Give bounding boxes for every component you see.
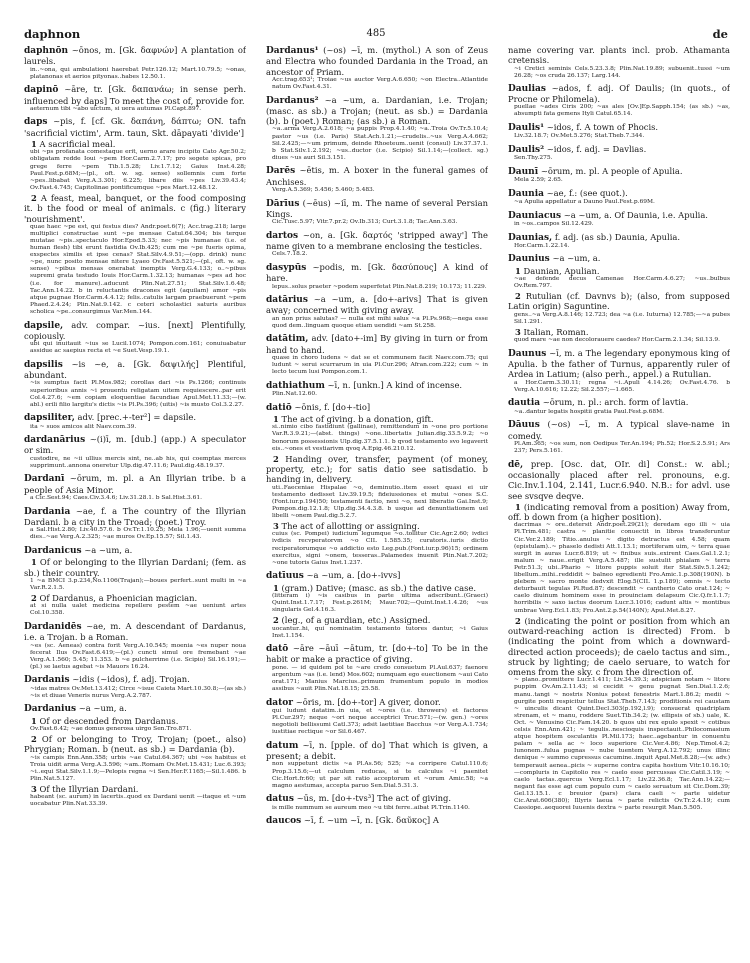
sense-number: 1	[273, 582, 279, 593]
entry-sense	[24, 193, 246, 224]
entry-citations: ~idas matres Ov.Met.13.412; Circe ~isue Caieta Mart.10.30.8;—(as sb.) ~is et diuae Veneris nurus Verg.A.2.787.	[30, 685, 246, 699]
entry-headword: Daunias,	[508, 232, 553, 243]
entry-citations: an non prius salutas? — nulla est mihi salus ~a Pl.Ps.968;—nega esse quod dem..linguam quoque etiam uendidi ~am St.258.	[272, 315, 488, 329]
entry-headword: Dardanis	[24, 675, 70, 686]
entry-sense	[266, 583, 488, 593]
entry-sense	[266, 615, 488, 625]
entry-definition-line	[24, 116, 246, 138]
entry-sense	[508, 291, 730, 312]
dictionary-entry	[24, 674, 246, 699]
entry-definition: ~ī, n. [pple. of do] That which is given, a present; a debit.	[266, 739, 488, 762]
entry-headword: Dauniacus	[508, 210, 562, 221]
dictionary-entry	[266, 740, 488, 790]
entry-headword: Dardanidēs	[24, 621, 82, 632]
entry-definition-line	[266, 570, 488, 581]
entry-definition-line	[508, 232, 730, 243]
entry-definition-line	[266, 262, 488, 284]
sense-citations: ubi ~ps profanata comestaque erit, uerno arare incipito Cato Agr.50.2; obligatam redde Ioui ~pem Hor.Carm.2.7.17; pro segete spicas, pro grege ferre ~pem Tib.1.5.28; Liv.1.7.12; Gaius Inst.4.28; Paul.Fest.p.68M;—(pl., oft. w. sg. sense) sollemnis cum forte ~pes..libabat Verg.A.3.301; 6.225; libare diis ~pes Liv.39.43.4; Ov.Fast.4.745; Capitolinae pontificumque ~pes Mart.12.48.12.	[30, 149, 246, 191]
sense-citations: uocantur..hi, qui nominatim testamento tutores dantur, ~i Gaius Inst.1.154.	[272, 625, 488, 639]
sense-citations: at si nulla ualet medicina repellere pestem ~ae ueniunt artes Col.10.358.	[30, 603, 246, 617]
sense-text: Italian, Roman.	[523, 326, 589, 337]
dictionary-entry	[508, 122, 730, 140]
dictionary-entry	[24, 506, 246, 542]
entry-definition: ~ōris, m. [do+-tor] A giver, donor.	[295, 696, 441, 707]
entry-citations: Cic.Tusc.5.97; Vitr.7.pr.2; Ov.Ib.313; Curt.3.1.8; Tac.Ann.3.63.	[272, 219, 458, 226]
dictionary-entry	[266, 294, 488, 330]
entry-headword: datō	[266, 644, 289, 655]
entry-citations: Verg.A.5.369; 5.456; 5.460; 5.483.	[272, 187, 375, 194]
entry-definition: ~a ~um, a. [do+-ivvs]	[306, 570, 401, 581]
sense-text: Rutulian (cf. Davnvs b); (also, from supposed Latin origin) Saguntine.	[508, 291, 730, 312]
sense-text: The act of giving. b a donation, gift.	[281, 414, 434, 425]
sense-number: 1	[31, 557, 37, 568]
entry-definition: (~ēus) ~iī, m. The name of several Persian Kings.	[266, 197, 488, 219]
dictionary-entry	[24, 473, 246, 502]
entry-sense	[266, 454, 488, 485]
dictionary-entry	[266, 165, 488, 194]
entry-sense	[508, 616, 730, 678]
sense-citations: habeant (sc. aurum) in lacertis..quod ex Dardani uenit —itaque et ~um uocabatur Plin.Nat.33.39.	[30, 794, 246, 808]
dictionary-entry	[266, 697, 488, 737]
entry-definition: ~idos, f. adj. = Davlias.	[546, 143, 647, 154]
entry-definition-line	[24, 412, 246, 423]
sense-number: 3	[515, 326, 521, 337]
sense-text: Daunian, Apulian.	[523, 265, 600, 276]
dictionary-entry	[24, 320, 246, 356]
entry-definition: name covering var. plants incl. prob. Athamanta cretensis.	[508, 45, 730, 66]
entry-definition: ~ae, f. a The country of the Illyrian Dardani. b a city in the Troad; (poet.) Troy.	[24, 505, 246, 527]
entry-headword: Daulis¹	[508, 123, 545, 134]
sense-number: 2	[31, 192, 37, 203]
dictionary-entry	[508, 348, 730, 394]
entry-sense	[508, 327, 730, 337]
dictionary-entry	[266, 380, 488, 398]
sense-text: Of or belonging to the Illyrian Dardani; (fem. as sb.) their country.	[24, 557, 246, 578]
entry-citations: quase in choro ludens ~ dat se et communem facit Naev.com.75; qui ludunt ~ serui scurrarum in uia Pl.Cur.296; Afran.com.222; cum ~ in lecto tecum lusi Pompon.com.1.	[272, 355, 488, 376]
entry-definition: ~is ~e, a. [Gk. δαψιλής] Plentiful, abundant.	[24, 358, 246, 381]
sense-text: (gram.) Dative; (masc. as sb.) the dative case.	[281, 582, 477, 593]
dictionary-entry	[266, 95, 488, 162]
entry-definition: f. adj. (as sb.) Daunia, Apulia.	[554, 231, 681, 242]
entry-headword: datīuus	[266, 571, 304, 582]
sense-citations: 1 ~a BMCI 3.p.234,No.1106(Trajan);—boues perfert..sunt multi in ~a Var.R.2.1.5.	[30, 577, 246, 591]
entry-headword: dapsile,	[24, 320, 64, 331]
sense-text: (indicating the point or position from which an outward-reaching action is directed) From. b (indicating the point from which a downward-directed action proceeds); de caelo tactus and sim., struck by lighting; de caelo seruare, to watch for omens from the sky. c from the direction of.	[508, 615, 730, 678]
dictionary-entry	[266, 198, 488, 227]
entry-citations: ~i Cretici seminis Cels.5.23.3.8; Plin.Nat.19.89; subuenit..tussi ~um 26.28; ~os cruda 26.137; Larg.144.	[514, 65, 730, 79]
dictionary-columns	[24, 45, 730, 950]
entry-definition-line	[508, 397, 730, 408]
left-guide-word: daphnon	[24, 27, 81, 41]
entry-citations: ~a..arma Verg.A.2.618; ~a puppis Prop.4.1.40; ~a..Troia Ov.Tr.5.10.4; pastor ~us (i.e. Paris) Stat.Ach.1.21;—crudelis..~us Verg.A.4.662; Sil.2.425;—~um primum, deinde Rhoeteum..uenit (consul) Liv.37.37.1. b Stat.Silv.1.2.192; ~us..ductor (i.e. Scipio) Sil.1.14;—(collect. sg.) diues ~us auri Sil.3.151.	[272, 126, 488, 161]
entry-headword: dator	[266, 697, 294, 708]
entry-headword: dautia	[508, 398, 541, 409]
entry-citations: is mille nummum se aureum meo ~u tibi ferre..aibat Pl.Trin.1140.	[272, 804, 470, 811]
sense-text: The act of allotting or assigning.	[281, 521, 420, 532]
entry-definition-line	[508, 348, 730, 380]
dictionary-entry	[266, 230, 488, 259]
dictionary-entry	[266, 570, 488, 639]
entry-definition: ~ūs, m. [do+-tvs³] The act of giving.	[296, 793, 452, 804]
entry-headword: daphnōn	[24, 46, 69, 56]
entry-headword: dathiathum	[266, 380, 325, 391]
sense-text: Of Dardanus, a Phoenician magician.	[39, 593, 198, 603]
sense-citations: Ov.Fast.6.42; ~ae domus generosa uirgo Sen.Tro.871.	[30, 726, 192, 733]
entry-definition-line	[24, 703, 246, 714]
entry-headword: Dardanus²	[266, 95, 319, 106]
running-header	[24, 27, 728, 43]
entry-definition: ~āre ~āuī ~ātum, tr. [do+-to] To be in the habit or make a practice of giving.	[266, 643, 488, 665]
sense-citations: ~is campis Enn.Ann.358; urbis ~ae Catul.64.367; ubi ~os habitus et Troia uidit arma Verg.A.3.596; ~am..Romam Ov.Met.15.431; Luc.6.393; ~i..equi Stat.Silv.1.1.9;—Pelopis regna ~i Sen.Her.F.1165;—Sil.1.486. b Plin.Nat.5.127.	[30, 754, 246, 782]
sense-number: 2	[31, 593, 37, 603]
entry-definition: ~on, a. [Gk. δαρτός 'stripped away'] The name given to a membrane enclosing the testicles.	[266, 229, 488, 252]
entry-definition-line	[266, 198, 488, 220]
entry-citations: custodire, ne ~ii ullius mercis sint, ne..ab his, qui coemptas merces supprimunt..annona oneretur Ulp.dig.47.11.6; Paul.dig.48.19.37.	[30, 455, 246, 469]
dictionary-entry	[24, 116, 246, 316]
entry-citations: Acc.trag.653¹; Troiae ~us auctor Verg.A.6.650; ~on Electra..Atlantide natum Ov.Fast.4.31.	[272, 76, 488, 90]
entry-headword: daps	[24, 117, 48, 128]
sense-text: Of or belonging to Troy, Trojan; (poet., also) Phrygian; Roman. b (neut. as sb.) = Dardania (b).	[24, 734, 246, 755]
sense-number: 1	[273, 414, 279, 425]
sense-citations: si..nimio cibo fastidiunt (gallinae), remittendum in ~one pro portione Var.R.3.9.21;—(abst. things) ~one..libertatis Julian.dig.33.5.9.2; ~o bonorum possessionis Ulp.dig.37.5.1.1. b qvod testamento svo legaverit eis..~ones et vestiarivm qvoq A.Epig.46.210.12.	[272, 424, 488, 452]
entry-citations: in..~ona, qui ambulationi haerebat Petr.126.12; Mart.10.79.5; ~onas, platanonas et aerios pityonas..habes 12.50.1.	[30, 66, 246, 80]
dictionary-entry	[508, 232, 730, 250]
entry-headword: dardanārius	[24, 435, 86, 446]
entry-definition: ~a ~um, a. Of Daunia, i.e. Apulia.	[563, 209, 708, 220]
entry-citations: in ~os..campos Sil.12.429.	[514, 220, 594, 227]
entry-citations: pone. — id quidem pol te ~are credo consuetum Pl.Aul.637; faenore argentum ~as (i.e. lend) Mos.602; numquam ego euectionem ~aui Cato orat.171; Manius Marcius..primum frumentum populo in modios assibus ~auit Plin.Nat.18.15; 25.58.	[272, 664, 488, 693]
sense-text: (indicating removal from a position) Away from, off. b down from (a higher position).	[508, 501, 730, 523]
entry-citations: ~a Apulia appellatur a Dauno Paul.Fest.p.69M.	[514, 199, 655, 206]
entry-definition: ~ados, f. adj. Of Daulis; (in quots., of Procne or Philomela).	[508, 82, 730, 105]
entry-definition: ~a ~um, a. Dardanian, i.e. Trojan; (masc. as sb.) a Trojan; (neut. as sb.) = Dardania (b). b (poet.) Roman; (as sb.) a Roman.	[266, 94, 488, 127]
entry-headword: Darēs	[266, 166, 296, 177]
entry-definition-line	[266, 165, 488, 187]
entry-definition-line	[266, 697, 488, 708]
sense-number: 1	[31, 139, 37, 150]
entry-headword: Dardanicus	[24, 545, 82, 556]
entry-headword: datiō	[266, 402, 292, 413]
entry-definition: ~(i)ī, m. [dub.] (app.) A speculator or sim.	[24, 434, 246, 456]
entry-headword: dasypūs	[266, 263, 307, 273]
entry-definition: ~ae, f.: (see quot.).	[546, 187, 628, 198]
entry-sense	[508, 266, 730, 276]
entry-definition: ~a ~um, a.	[78, 703, 127, 714]
sense-number: 2	[515, 615, 521, 626]
dictionary-entry	[266, 643, 488, 693]
sense-text: Handing over, transfer, payment (of money, property, etc.); for satis datio see satisdatio. b handing in, delivery.	[266, 453, 488, 485]
entry-headword: dē,	[508, 459, 524, 470]
entry-definition-line	[508, 459, 730, 501]
entry-definition: adv. [prec.+-ter²] = dapsile.	[77, 412, 197, 423]
entry-definition: ~ōrum, m. pl. A people of Apulia.	[540, 165, 683, 176]
dictionary-entry	[508, 188, 730, 206]
entry-headword: Dardanius	[24, 704, 77, 715]
dictionary-entry	[508, 397, 730, 415]
entry-headword: Dārīus	[266, 198, 300, 209]
entry-sense	[508, 502, 730, 523]
entry-definition: ~a ~um, a.	[84, 544, 133, 555]
entry-definition-line	[24, 434, 246, 456]
entry-citations: puellae ~ades Ciris 200; ~as ales [Ov.]Ep.Sapph.154; (as sb.) ~as, absumpti fata gemens Ityli Catul.65.14.	[514, 104, 730, 118]
entry-sense	[24, 716, 246, 726]
entry-headword: Dardanī	[24, 474, 65, 485]
entry-citations: Cels.7.18.2.	[272, 251, 308, 258]
dictionary-entry	[508, 253, 730, 344]
entry-definition: ~podis, m. [Gk. δασύπους] A kind of hare.	[266, 262, 488, 284]
entry-citations: a Sal.Hist.2.80; Liv.40.57.6. b Ov.Tr.1.10.25; Mela 1.96;—uenit summa dies..~ae Verg.A.2.325; ~ae muros Ov.Ep.15.57; Sil.1.43.	[30, 527, 246, 541]
entry-citations: ~es (sc. Aeneas) contra forit Verg.A.10.545; moenia ~es nuper noua fecerat Ilus Ov.Fast.6.419;—(pl.) cuncti simul ore fremebant ~ae Verg.A.1.560; 5.45; 11.353. b ~e pulcherrime (i.e. Scipio) Sil.16.191;—(pl.) se laetus agebat ~is Mauors 16.24.	[30, 642, 246, 670]
entry-definition: ~ae, m. A descendant of Dardanus, i.e. a Trojan. b a Roman.	[24, 620, 246, 643]
entry-sense	[266, 521, 488, 531]
entry-headword: datātim,	[266, 334, 309, 345]
sense-number: 2	[31, 734, 37, 745]
sense-citations: dacrimas ~ ore..detersit Andr.poet.29(21); deredam ego illi ~ uia Pl.Trim.481; castra ~ planitie conuectit in libros transferuntur Cic.Ver.2.189; Titio..anulus ~ digito detractus est 4.58; quam (epistulam)..~ phaselo dedisti Att.1.13.1; mortiferam uim, ~ terra quae surgit in auras Lucr.6.819; ut ~ finibus suis..exirent Caes.Gal.1.2.1; malum ~ naue..erigit Verg.A.5.487; ille sustulit phialam ~ terra Petr.51.3; ubi..Phario ~ litore puppis soluit iter Stat.Silv.5.1.242; libellum..mihi..reddidit ~ balneo egredienti Fro.Amic.1.p.308(190N). b plebem ~ sacro monte dedvxit Elog.5(CIL 1.p.189); omnis ~ tecto deturbauit tegulas Pl.Rud.87; descendit ~ cantherio Cato orat.124; ~ caelo diuinum hominem esse in prouinciam delapsum Cic.Q.fr.1.1.7; horribilis ~ saxo iactus deorum Lucr.3.1016; cadunt altis ~ montibus umbrae Verg.Ecl.1.83; Fro.Ant.2.p.54(140N); Apul.Met.8.27.	[514, 522, 730, 614]
entry-definition: ~ōnis, f. [do+-tio]	[294, 401, 371, 412]
dictionary-entry	[508, 83, 730, 119]
entry-definition: ~pis, f. [cf. Gk. δαπάνη, δάπτω; ON. tafn 'sacrificial victim', Arm. taun, Skt. dāpayati 'divide']	[24, 116, 246, 138]
dictionary-entry	[24, 621, 246, 671]
entry-headword: Daulis²	[508, 144, 545, 155]
dictionary-entry	[508, 210, 730, 228]
dictionary-entry	[508, 166, 730, 184]
entry-definition: (~os) ~ī, m. A typical slave-name in comedy.	[508, 419, 730, 441]
entry-definition-line	[266, 793, 488, 804]
entry-headword: dapinō	[24, 85, 59, 96]
dictionary-entry	[266, 815, 488, 826]
entry-definition-line	[24, 45, 246, 67]
entry-definition-line	[266, 380, 488, 391]
sense-text: Of the Illyrian Dardani.	[39, 784, 139, 795]
entry-definition: ~idis (~idos), f. adj. Trojan.	[72, 674, 190, 685]
entry-headword: Dardanus¹	[266, 46, 319, 56]
entry-sense	[24, 734, 246, 755]
sense-citations: ~ plano..promittere Lucr.1.411; Liv.34.39.3; adspiciam notam ~ litore puppim Ov.Am.2.11.43; si cecidit ~ genu pugnat Sen.Dial.1.2.6; manu..tangi ~ nostris Nonius potest fenestris Mart.1.86.2; medii ~ gurgite ponti respicitur tellus Stat.Theb.7.143; proditionis rei caustam ~ uinculis dicant Quint.Decl.303(p.192,l.9); consuerat quadriplam strenam, et ~ manu, roddere Suet.Tib.34.2; (w. ellipsis of sb.) uale, K. Oct. ~ Venusino Cic.Fam.14.20. b quos ubi rex epulo spexit ~ cotibus celsis Enn.Ann.421; ~ tegulis..nescioquis inspectauit..Philocomasium atque hospitem osculantis Pl.Mil.173; haec..agebantur in conuentu palam ~ sella ac ~ loco superiore Cic.Ver.4.86; Nep.Timol.4.2; Iunonem..fulua pugnas ~ nube tuentem Verg.A.12.792; unus illinc denique ~ summo cupressus cacumine..inquit Apul.Met.8.28;—(w. adv.) temperauit aenea..picis ~ superne contra capita hostium Vitr.10.16.10;—compluris in Capitolio res ~ caelo esse percussas Cic.Catil.3.19; ~ caelo tactas..quercus Verg.Ecl.1.17; Liv.22.36.8; Tac.Ann.14.22;—negant fas esse agi cum populo cum ~ caelo seruatum sit Cic.Dom.39; Gel.13.15.1. c breuior (pars) clara caeli ~ parte uidetur Cic.Arat.606(380); Illyris laeua ~ parte relictis Ov.Tr.2.4.19; cum Cassiope..aequorei Iuuenis dextra ~ parte resurgit Man.5.505.	[514, 677, 730, 812]
dictionary-entry	[508, 419, 730, 455]
dictionary-entry	[24, 412, 246, 430]
entry-citations: ita ~ suos amicos alit Naev.com.39.	[30, 423, 137, 430]
entry-headword: dapsiliter,	[24, 413, 75, 424]
entry-headword: Daulias	[508, 83, 546, 94]
sense-citations: gens..~a Verg.A.8.146; 12.723; dea ~a (i.e. Iuturna) 12.785;—~a pubes Sil.1.291.	[514, 311, 730, 325]
entry-citations: Sen.Thy.275.	[514, 155, 553, 162]
entry-definition-line	[266, 230, 488, 252]
column-left	[24, 45, 246, 950]
entry-sense	[24, 557, 246, 578]
entry-citations: lepus..solus praeter ~podem superfetat Plin.Nat.8.219; 10.173; 11.229.	[272, 283, 487, 290]
entry-citations: Pl.Am.365; ~os sum, non Oedipus Ter.An.194; Ph.52; Hor.S.2.5.91; Ars 237; Pers.5.161.	[514, 440, 730, 455]
entry-definition-line	[508, 188, 730, 199]
entry-definition-line	[508, 83, 730, 105]
column-right	[508, 45, 730, 950]
dictionary-entry	[266, 45, 488, 91]
entry-definition: ~a ~um, a.	[552, 253, 601, 264]
entry-definition: ~ī, m. a The legendary eponymous king of Apulia. b the father of Turnus, apparently ruler of Ardea in Latium; (also perh., appel.) a Rutulian.	[508, 347, 730, 380]
entry-definition-line	[24, 473, 246, 495]
entry-citations: aeternum tibi ~abo uictum, si uera autumas Pl.Capt.897.	[30, 105, 202, 112]
entry-definition-line	[266, 45, 488, 77]
entry-definition-line	[508, 253, 730, 264]
sense-text: (leg., of a guardian, etc.) Assigned.	[281, 615, 431, 626]
entry-headword: dapsilis	[24, 359, 63, 370]
entry-definition-line	[266, 740, 488, 762]
entry-headword: Daunius	[508, 254, 550, 265]
entry-definition: ~a ~um, a. [do+-arivs] That is given away; concerned with giving away.	[266, 294, 488, 316]
entry-sense	[266, 414, 488, 424]
entry-sense	[24, 784, 246, 794]
sense-citations: ~ae defende decus Camenae Hor.Carm.4.6.27; ~us..bulbus Ov.Rem.797.	[514, 276, 730, 290]
entry-definition-line	[24, 621, 246, 643]
dictionary-entry	[24, 545, 246, 618]
page-number: 485	[366, 28, 386, 39]
right-guide-word: de	[712, 27, 728, 41]
entry-citations: ~is sumptus facit Pl.Mos.982; corollas dari ~is Ps.1266; continuis superioribus annis ~i prouentu religatam uitem requiescere..par erit Col.4.27.6; ~em copiam eloquentiae facundiae Apul.Met.11.33;—(w. abl.) erili filio largitu's dictis ~is Pl.Ps.396; (uitis) ~is musto Col.3.2.27.	[30, 380, 246, 408]
dictionary-entry	[266, 333, 488, 376]
sense-number: 1	[515, 265, 521, 276]
entry-definition-line	[508, 144, 730, 155]
entry-definition-line	[266, 815, 488, 826]
entry-headword: datārius	[266, 295, 308, 306]
entry-definition: ~ī, n. [unkn.] A kind of incense.	[327, 379, 463, 390]
dictionary-entry	[508, 144, 730, 162]
dictionary-entry	[266, 793, 488, 811]
entry-definition: adv. compar. ~ius. [next] Plentifully, copiously.	[24, 319, 246, 341]
sense-number: 2	[273, 615, 279, 626]
entry-definition-line	[24, 545, 246, 556]
entry-definition-line	[24, 506, 246, 528]
entry-definition-line	[266, 333, 488, 355]
dictionary-entry	[266, 262, 488, 291]
entry-headword: datus	[266, 794, 294, 805]
entry-definition: (~os) ~ī, m. (mythol.) A son of Zeus and Electra who founded Dardania in the Troad, an ancestor of Priam.	[266, 45, 488, 77]
entry-continuation	[508, 45, 730, 80]
entry-definition-line	[266, 402, 488, 413]
sense-number: 1	[31, 715, 37, 726]
entry-definition: ~ōrum, n. pl.: arch. form of lavtia.	[542, 397, 689, 408]
entry-headword: Daunia	[508, 188, 544, 199]
dictionary-entry	[24, 359, 246, 409]
dictionary-entry	[24, 703, 246, 808]
entry-headword: Dardania	[24, 506, 71, 517]
entry-definition-line	[508, 210, 730, 221]
entry-definition-line	[508, 419, 730, 441]
entry-citations: ~a..dantur legatis hospitii gratia Paul.Fest.p.68M.	[514, 408, 664, 415]
sense-number: 2	[515, 291, 521, 302]
sense-citations: uti..Faeceniae Hispalae ~o, deminutio..item esset quasi ei uir testamento dedisset Liv.39.19.5; fideiussiones et mutui ~ones S.C.(Font.iur.p.194)50; testamenti factio, nexi ~o, nexi liberatio Gai.Inst.9; Pompon.dig.12.1.8; Ulp.dig.34.4.3.8. b usque ad denuntiationem uel libelli ~onem Paul.dig.5.2.7.	[272, 484, 488, 519]
entry-definition: ~ōrum, m. pl. a An Illyrian tribe. b a people of Asia Minor.	[24, 473, 246, 495]
entry-definition-line	[266, 95, 488, 127]
entry-headword: Daunus	[508, 348, 547, 359]
entry-definition-line	[24, 320, 246, 342]
entry-definition-line	[508, 122, 730, 133]
sense-text: A sacrificial meal.	[39, 139, 116, 150]
entry-headword: Daunī	[508, 166, 539, 177]
entry-definition-line	[266, 294, 488, 316]
sense-number: 1	[515, 501, 521, 512]
entry-citations: Plin.Nat.12.60.	[272, 391, 318, 398]
entry-definition-line	[266, 643, 488, 665]
entry-definition-line	[24, 359, 246, 381]
entry-definition-line	[508, 166, 730, 177]
entry-citations: ubi qui inuitauit ~ius se Lucil.1074; Pompon.com.161; conuiuabatur assidue ac saepius recta et ~e Suet.Vesp.19.1.	[30, 341, 246, 355]
entry-definition: ~ī, f. ~um ~ī, n. [Gk. δαῦκος] A	[303, 815, 439, 826]
entry-citations: Liv.32.18.7; Ov.Met.5.276; Stat.Theb.7.344.	[514, 133, 645, 140]
entry-definition: ~ētis, m. A boxer in the funeral games of Anchises.	[266, 165, 488, 187]
entry-definition: ~ōnos, m. [Gk. δαφνών] A plantation of laurels.	[24, 45, 246, 67]
sense-number: 3	[273, 521, 279, 532]
sense-citations: quae haec ~pe est, qui festus dies? Andr.poet.6(7); Acc.trag.218; large multiplici constructae sunt ~pe mensae Catul.64.304; bis terque mutatae ~pis..spectaculo Hor.Epod.5.33; nec ~pis humanae (i.e. of human flesh) tibi erunt fastidia Ov.Ib.425; cum me ~pe fueris opima, exspectes similis et ipse cenas? Stat.Silv.4.9.51;—(opp. drink) nunc ~pe, nunc posito mensae nitere Lyaeo Ov.Fast.5.521;—(pl., oft. w. sg. sense) ~pibus mensas onerabat inemptis Verg.G.4.133; o..~pibus supremi grata testudo Iouis Hor.Carm.1.32.13; humanas ~pes ad hoc (i.e. for manure)..aducunt Plin.Nat.27.51; Stat.Silv.1.6.48; Tac.Ann.14.22. b in reluctantis dracones egit (aquilam) amor ~pis atque pugnae Hor.Carm.4.4.12; felis..catulis largam praebuerunt ~pem Phaed.2.4.24; Plin.Nat.9.142. c ceteri scholastici saturis auribus scholica ~pe..consurgimus Var.Men.144.	[30, 223, 246, 315]
entry-headword: datum	[266, 740, 299, 751]
dictionary-entry	[508, 459, 730, 813]
entry-citations: Mela 2.59; 2.65.	[514, 177, 563, 184]
entry-definition: ~idos, f. A town of Phocis.	[546, 122, 659, 133]
dictionary-entry	[24, 45, 246, 81]
entry-definition-line	[24, 674, 246, 685]
entry-sense	[24, 139, 246, 149]
sense-number: 3	[31, 784, 37, 795]
entry-citations: Hor.Carm.1.22.14.	[514, 242, 570, 249]
entry-headword: Dāuus	[508, 420, 540, 431]
entry-definition-line	[24, 84, 246, 106]
entry-citations: qui ludunt datatim..in uia, et ~ores (i.e. throwers) et factores Pl.Cur.297; neque ~ori neque acceptrici Truc.571;—(w. gen.) ~ores negotioli bellissumi Catl.373; adsit laetitiae Bacchus ~or Verg.A.1.734; iustitiae rectique ~or Sil.6.467.	[272, 707, 488, 736]
entry-citations: a Hor.Carm.3.30.11; regna ~i..Apuli 4.14.26; Ov.Fast.4.76. b Verg.A.10.616; 12.22; Sil.2.557;—1.665.	[514, 379, 730, 393]
dictionary-entry	[24, 84, 246, 113]
entry-citations: non suppetunt dictis ~a Pl.As.56; 525; ~a corripere Catul.110.6; Prop.3.15.6;—ut calculum reducas, si te calculus ~i paenitet Cic.Hort.fr.60; ut par sit ratio acceptorum et ~orum Amic.58; ~a magno aestumas, accepta paruo Sen.Dial.5.31.3.	[272, 761, 488, 789]
dictionary-entry	[24, 434, 246, 470]
sense-citations: cuius (sc. Pompei) iudicium legumque ~o..tollitur Cic.Agr.2.60; ivdici ivdicis recvperatorvm ~o CIL 1.585.35; curatoris..iuris dictio reciperatorumque ~o addictio esto Leg.pub.(Font.iur.p.96)15; ordinem exercitus, signi ~onem, tesseras..Palamedes inuenit Plin.Nat.7.202; ~one tutoris Gaius Inst.1.237.	[272, 531, 488, 566]
sense-citations: quod mare ~ae non decolorauere caedes? Hor.Carm.2.1.34; Sil.13.9.	[514, 337, 721, 344]
entry-headword: dartos	[266, 230, 299, 241]
entry-citations: a Cic.Sest.94; Caes.Civ.3.4.6; Liv.31.28.1. b Sal.Hist.3.61.	[30, 495, 202, 502]
dictionary-entry	[266, 402, 488, 567]
entry-headword: daucos	[266, 816, 302, 827]
sense-number: 2	[273, 453, 279, 464]
column-middle	[266, 45, 488, 950]
entry-sense	[24, 593, 246, 603]
sense-text: Of or descended from Dardanus.	[39, 715, 179, 726]
entry-definition: ~āre, tr. [Gk. δαπανάω; in sense perh. influenced by daps] To meet the cost of, provide for.	[24, 84, 246, 106]
entry-definition: prep. [Osc. dat, OIr. di] Const.: w. abl.; occasionally placed after rel. pronouns, e.g. Cic.Inv.1.104, 2.141, Lucr.6.940. N.B.: for advl. use see svsqve deqve.	[508, 458, 730, 501]
sense-text: A feast, meal, banquet, or the food composing it. b the food or meal of animals. c (fig.) literary 'nourishment'.	[24, 192, 246, 224]
entry-definition: adv. [dato+-im] By giving in turn or from hand to hand.	[266, 333, 488, 355]
sense-citations: (litteram i) ~is casibus in parte ultima adscribunt..(Graeci) Quint.Inst.1.7.17; Fest.p.261M; Maur.702;—Quint.Inst.1.4.26; ~us singularis Gel.4.16.3.	[272, 592, 488, 614]
